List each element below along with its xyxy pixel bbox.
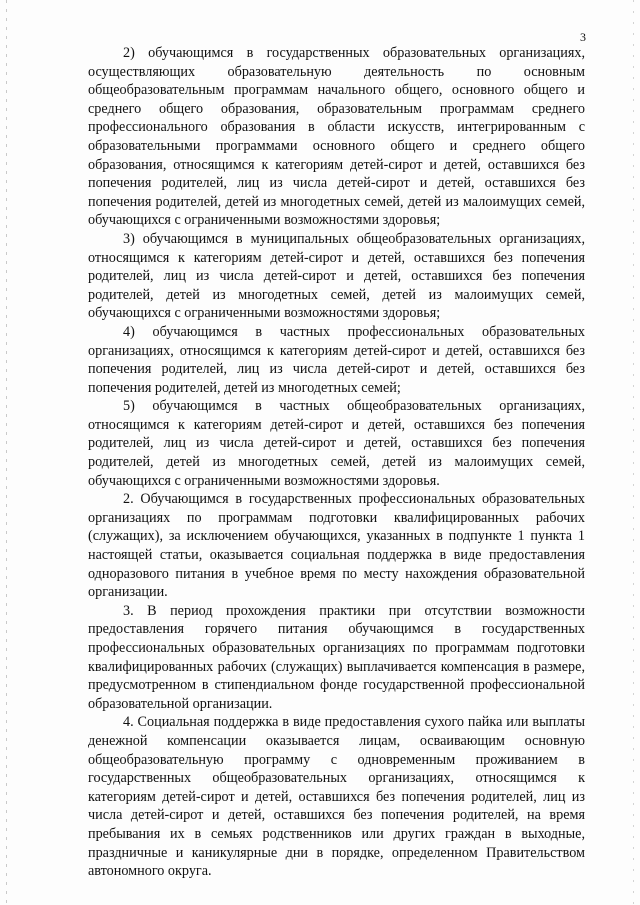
document-body [88, 44, 585, 881]
paragraph-point-4: 4. Социальная поддержка в виде предоставления сухого пайка или выплаты денежной компенсации оказывается лицам, осваивающим основную общеобразовательную программу с одновременным проживанием в государственных общеобразовательных организациях, относящимся к категориям детей-сирот и детей, оставшихся без попечения родителей, лиц из числа детей-сирот и детей, оставшихся без попечения родителей, на время пребывания их в семьях родственников или других граждан в выходные, праздничные и каникулярные дни в порядке, определенном Правительством автономного округа. [88, 714, 585, 880]
paragraph-subitem-5: 5) обучающимся в частных общеобразовательных организациях, относящимся к категориям детей-сирот и детей, оставшихся без попечения родителей, лиц из числа детей-сирот и детей, оставшихся без попечения родителей, детей из многодетных семей, детей из малоимущих семей, обучающихся с ограниченными возможностями здоровья. [88, 398, 585, 489]
paragraph-point-2: 2. Обучающимся в государственных профессиональных образовательных организациях по программам подготовки квалифицированных рабочих (служащих), за исключением обучающихся, указанных в подпункте 1 пункта 1 настоящей статьи, оказывается социальная поддержка в виде предоставления одноразового питания в учебное время по месту нахождения образовательной организации. [88, 491, 585, 601]
scan-edge-right [633, 0, 634, 905]
scan-edge-left [6, 0, 7, 905]
page-number: 3 [580, 30, 586, 44]
paragraph-subitem-3: 3) обучающимся в муниципальных общеобразовательных организациях, относящимся к категориям детей-сирот и детей, оставшихся без попечения родителей, лиц из числа детей-сирот и детей, оставшихся без попечения родителей, детей из многодетных семей, детей из малоимущих семей, обучающихся с ограниченными возможностями здоровья; [88, 230, 585, 322]
paragraph-subitem-4: 4) обучающимся в частных профессиональных образовательных организациях, относящимся к категориям детей-сирот и детей, оставшихся без попечения родителей, лиц из числа детей-сирот и детей, оставшихся без попечения родителей, детей из многодетных семей; [88, 323, 585, 396]
paragraph-point-3: 3. В период прохождения практики при отсутствии возможности предоставления горячего питания обучающимся в государственных профессиональных образовательных организациях по программам подготовки квалифицированных рабочих (служащих) выплачивается компенсация в размере, предусмотренном в стипендиальном фонде государственной профессиональной образовательной организации. [88, 602, 585, 712]
paragraph-subitem-2: 2) обучающимся в государственных образовательных организациях, осуществляющих образовательную деятельность по основным общеобразовательным программам начального общего, основного общего и среднего общего образования, образовательным программам среднего профессионального образования в области искусств, интегрированным с образовательными программами основного общего и среднего общего образования, относящимся к категориям детей-сирот и детей, оставшихся без попечения родителей, лиц из числа детей-сирот и детей, оставшихся без попечения родителей, детей из многодетных семей, детей из малоимущих семей, обучающихся с ограниченными возможностями здоровья; [88, 45, 585, 229]
